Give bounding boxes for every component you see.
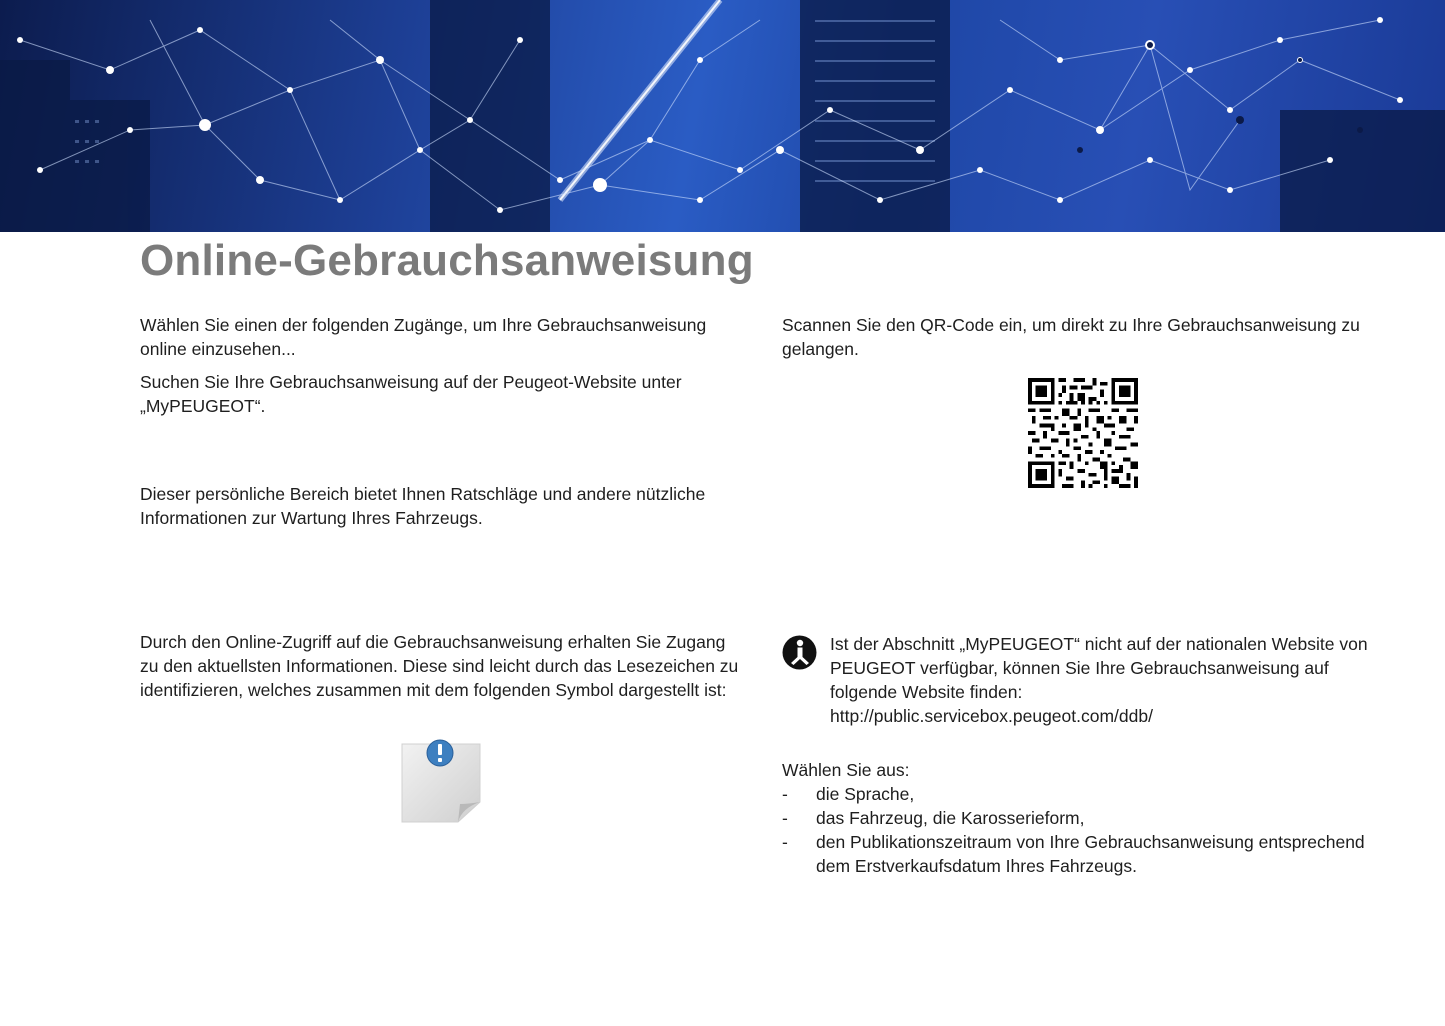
info-icon [782, 635, 817, 670]
qr-code-icon[interactable] [1028, 378, 1138, 488]
list-item-text: die Sprache, [816, 784, 915, 804]
online-access-text: Durch den Online-Zugriff auf die Gebrauchsanweisung erhalten Sie Zugang zu den aktuellsten Informationen. Diese sind leicht durch das Lesezeichen zu identifizieren, welches zusammen mit dem folgenden Symbol dargestellt ist: [140, 632, 739, 700]
servicebox-link[interactable]: http://public.servicebox.peugeot.com/ddb/ [830, 706, 1153, 726]
page-title: Online-Gebrauchsanweisung [140, 236, 754, 285]
list-item-text: das Fahrzeug, die Karosserieform, [816, 808, 1085, 828]
intro-text: Wählen Sie einen der folgenden Zugänge, um Ihre Gebrauchsanweisung online einzusehen... [140, 315, 707, 359]
list-dash: - [782, 784, 788, 804]
list-dash: - [782, 832, 788, 852]
city-network-icon [0, 0, 1445, 232]
bookmark-icon [400, 738, 484, 824]
search-text: Suchen Sie Ihre Gebrauchsanweisung auf der Peugeot-Website unter „MyPEUGEOT“. [140, 372, 682, 416]
personal-area-text: Dieser persönliche Bereich bietet Ihnen Ratschläge und andere nützliche Informationen zur Wartung Ihres Fahrzeugs. [140, 484, 706, 528]
list-dash: - [782, 808, 788, 828]
choose-label: Wählen Sie aus: [782, 760, 910, 780]
info-note-text [830, 632, 1400, 728]
info-note-body: Ist der Abschnitt „MyPEUGEOT“ nicht auf der nationalen Website von PEUGEOT verfügbar, können Sie Ihre Gebrauchsanweisung auf folgende Website finden: [830, 634, 1368, 702]
qr-instruction-text: Scannen Sie den QR-Code ein, um direkt zu Ihre Gebrauchsanweisung zu gelangen. [782, 315, 1360, 359]
list-item-text: den Publikationszeitraum von Ihre Gebrauchsanweisung entsprechend dem Erstverkaufsdatum Ihres Fahrzeugs. [816, 832, 1365, 876]
header-banner-image [0, 0, 1445, 232]
